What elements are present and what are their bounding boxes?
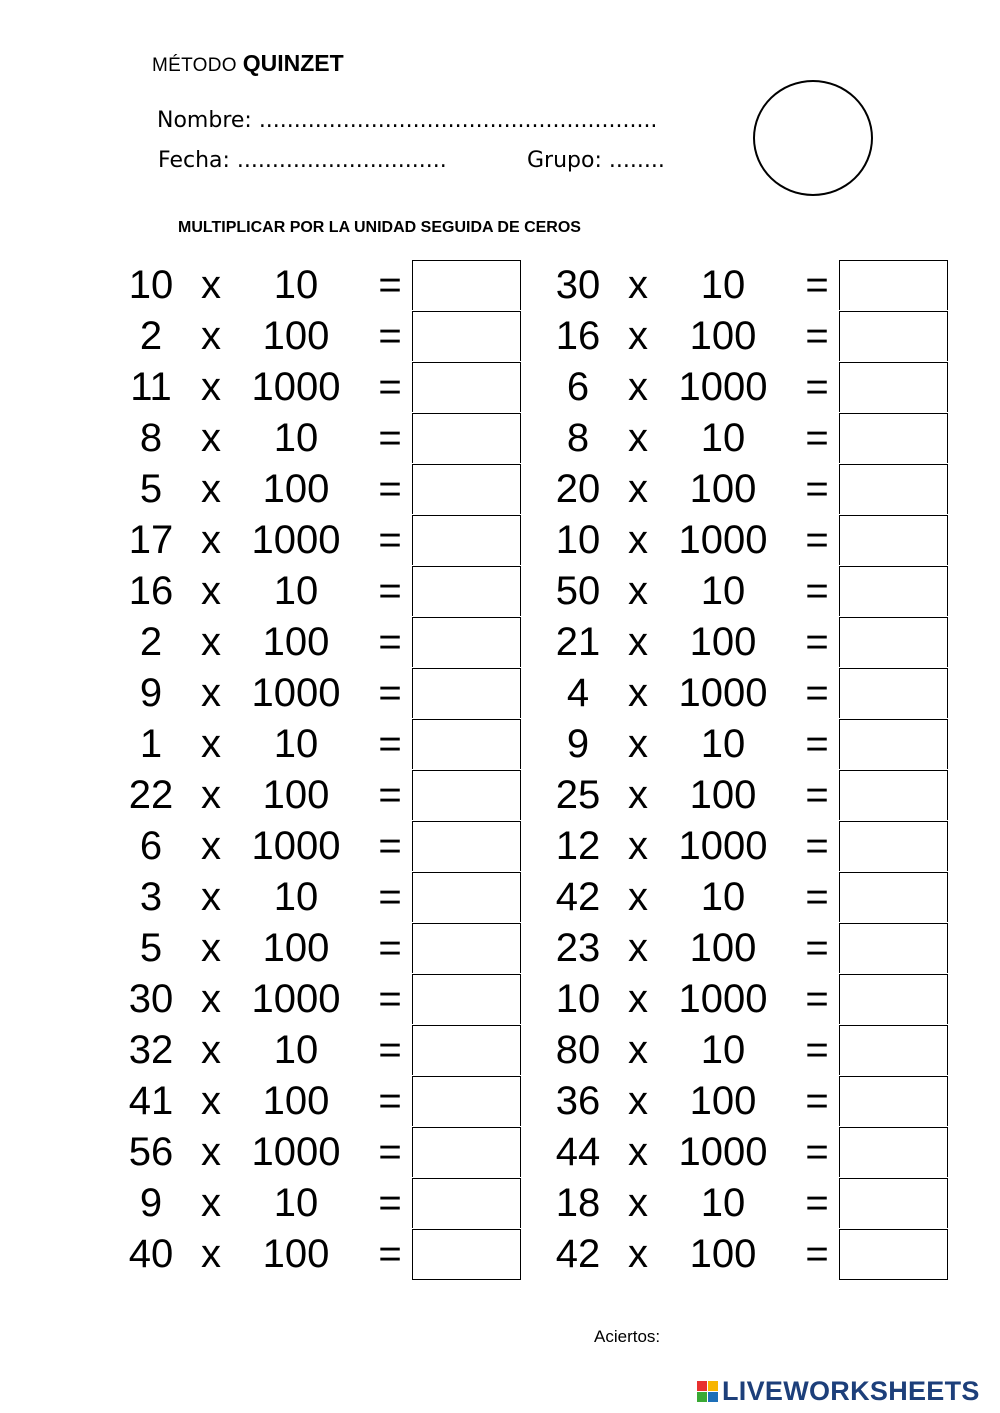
times-sign: x: [201, 518, 221, 562]
exercise-row: [126, 719, 536, 770]
times-sign: x: [628, 773, 648, 817]
times-sign: x: [628, 671, 648, 715]
first-factor: 10: [555, 977, 601, 1021]
logo-icon: [697, 1381, 718, 1402]
answer-box[interactable]: [412, 566, 521, 616]
answer-box[interactable]: [839, 719, 948, 769]
equals-sign: =: [805, 926, 829, 970]
first-factor: 80: [555, 1028, 601, 1072]
equals-sign: =: [805, 1028, 829, 1072]
second-factor: 1000: [251, 365, 341, 409]
exercise-row: [553, 260, 963, 311]
answer-box[interactable]: [412, 923, 521, 973]
exercise-row: [553, 923, 963, 974]
exercise-row: [553, 821, 963, 872]
answer-box[interactable]: [839, 464, 948, 514]
times-sign: x: [628, 416, 648, 460]
answer-box[interactable]: [412, 770, 521, 820]
second-factor: 10: [273, 1181, 319, 1225]
first-factor: 1: [139, 722, 163, 766]
second-factor: 10: [273, 722, 319, 766]
second-factor: 10: [700, 416, 746, 460]
second-factor: 100: [262, 773, 330, 817]
exercise-row: [126, 1127, 536, 1178]
equals-sign: =: [805, 773, 829, 817]
first-factor: 30: [128, 977, 174, 1021]
answer-box[interactable]: [839, 311, 948, 361]
second-factor: 1000: [251, 671, 341, 715]
equals-sign: =: [378, 1232, 402, 1276]
first-factor: 32: [128, 1028, 174, 1072]
equals-sign: =: [805, 263, 829, 307]
left-exercise-column: [126, 260, 536, 1280]
exercise-row: [553, 1178, 963, 1229]
times-sign: x: [201, 467, 221, 511]
second-factor: 10: [700, 875, 746, 919]
answer-box[interactable]: [839, 1127, 948, 1177]
second-factor: 10: [700, 263, 746, 307]
equals-sign: =: [378, 314, 402, 358]
first-factor: 9: [566, 722, 590, 766]
logo-text: LIVEWORKSHEETS: [722, 1376, 980, 1406]
equals-sign: =: [805, 1181, 829, 1225]
exercise-row: [126, 260, 536, 311]
first-factor: 18: [555, 1181, 601, 1225]
answer-box[interactable]: [839, 1178, 948, 1228]
answer-box[interactable]: [839, 617, 948, 667]
first-factor: 3: [139, 875, 163, 919]
second-factor: 10: [273, 416, 319, 460]
worksheet-title: [152, 50, 344, 77]
right-exercise-column: [553, 260, 963, 1280]
answer-box[interactable]: [412, 872, 521, 922]
second-factor: 100: [689, 1232, 757, 1276]
first-factor: 30: [555, 263, 601, 307]
equals-sign: =: [378, 722, 402, 766]
times-sign: x: [628, 824, 648, 868]
exercise-row: [126, 1178, 536, 1229]
exercise-row: [553, 515, 963, 566]
equals-sign: =: [805, 671, 829, 715]
answer-box[interactable]: [412, 1025, 521, 1075]
times-sign: x: [201, 569, 221, 613]
answer-box[interactable]: [839, 974, 948, 1024]
logo-square: [697, 1381, 707, 1391]
second-factor: 100: [689, 1079, 757, 1123]
equals-sign: =: [378, 620, 402, 664]
exercise-row: [553, 464, 963, 515]
exercise-row: [126, 974, 536, 1025]
second-factor: 100: [262, 926, 330, 970]
equals-sign: =: [805, 875, 829, 919]
first-factor: 42: [555, 875, 601, 919]
exercise-row: [126, 515, 536, 566]
first-factor: 9: [139, 671, 163, 715]
first-factor: 10: [555, 518, 601, 562]
times-sign: x: [201, 1181, 221, 1225]
correct-answers-label: Aciertos:: [594, 1327, 661, 1346]
times-sign: x: [628, 1232, 648, 1276]
times-sign: x: [628, 1079, 648, 1123]
equals-sign: =: [378, 1130, 402, 1174]
logo-square: [708, 1392, 718, 1402]
first-factor: 5: [139, 467, 163, 511]
times-sign: x: [628, 1028, 648, 1072]
second-factor: 1000: [251, 1130, 341, 1174]
equals-sign: =: [378, 1079, 402, 1123]
second-factor: 10: [700, 569, 746, 613]
equals-sign: =: [805, 977, 829, 1021]
first-factor: 22: [128, 773, 174, 817]
second-factor: 100: [262, 1079, 330, 1123]
answer-box[interactable]: [412, 1178, 521, 1228]
first-factor: 9: [139, 1181, 163, 1225]
name-field[interactable]: Nombre: .........................................................: [157, 108, 658, 133]
answer-box[interactable]: [412, 1127, 521, 1177]
equals-sign: =: [378, 671, 402, 715]
exercise-row: [553, 1076, 963, 1127]
times-sign: x: [628, 722, 648, 766]
times-sign: x: [628, 620, 648, 664]
equals-sign: =: [378, 365, 402, 409]
second-factor: 1000: [678, 671, 768, 715]
equals-sign: =: [378, 875, 402, 919]
times-sign: x: [201, 671, 221, 715]
times-sign: x: [628, 1181, 648, 1225]
first-factor: 36: [555, 1079, 601, 1123]
times-sign: x: [201, 1232, 221, 1276]
first-factor: 8: [139, 416, 163, 460]
first-factor: 12: [555, 824, 601, 868]
liveworksheets-logo: [697, 1376, 980, 1407]
second-factor: 100: [262, 314, 330, 358]
equals-sign: =: [805, 518, 829, 562]
equals-sign: =: [805, 824, 829, 868]
first-factor: 42: [555, 1232, 601, 1276]
first-factor: 6: [139, 824, 163, 868]
first-factor: 8: [566, 416, 590, 460]
exercise-row: [553, 311, 963, 362]
answer-box[interactable]: [839, 413, 948, 463]
first-factor: 2: [139, 314, 163, 358]
equals-sign: =: [805, 620, 829, 664]
first-factor: 20: [555, 467, 601, 511]
exercise-row: [553, 719, 963, 770]
second-factor: 100: [262, 620, 330, 664]
second-factor: 100: [262, 467, 330, 511]
equals-sign: =: [378, 416, 402, 460]
times-sign: x: [201, 722, 221, 766]
answer-box[interactable]: [839, 1076, 948, 1126]
times-sign: x: [201, 416, 221, 460]
answer-box[interactable]: [839, 362, 948, 412]
exercise-row: [126, 923, 536, 974]
times-sign: x: [628, 263, 648, 307]
second-factor: 1000: [678, 365, 768, 409]
exercise-row: [553, 668, 963, 719]
method-name: QUINZET: [242, 50, 344, 76]
times-sign: x: [201, 773, 221, 817]
second-factor: 1000: [678, 824, 768, 868]
answer-box[interactable]: [412, 515, 521, 565]
exercise-row: [553, 974, 963, 1025]
times-sign: x: [201, 620, 221, 664]
equals-sign: =: [805, 722, 829, 766]
equals-sign: =: [378, 518, 402, 562]
second-factor: 1000: [251, 518, 341, 562]
exercise-row: [126, 872, 536, 923]
first-factor: 41: [128, 1079, 174, 1123]
equals-sign: =: [805, 467, 829, 511]
first-factor: 50: [555, 569, 601, 613]
times-sign: x: [628, 1130, 648, 1174]
answer-box[interactable]: [412, 668, 521, 718]
second-factor: 1000: [251, 824, 341, 868]
second-factor: 100: [689, 467, 757, 511]
exercise-row: [126, 1025, 536, 1076]
first-factor: 56: [128, 1130, 174, 1174]
answer-box[interactable]: [412, 974, 521, 1024]
answer-box[interactable]: [412, 362, 521, 412]
exercise-row: [553, 1229, 963, 1280]
answer-box[interactable]: [839, 1025, 948, 1075]
answer-box[interactable]: [839, 515, 948, 565]
exercise-row: [553, 566, 963, 617]
exercise-row: [553, 362, 963, 413]
first-factor: 17: [128, 518, 174, 562]
exercise-row: [126, 770, 536, 821]
equals-sign: =: [378, 926, 402, 970]
exercise-row: [553, 770, 963, 821]
answer-box[interactable]: [412, 719, 521, 769]
answer-box[interactable]: [839, 1229, 948, 1280]
second-factor: 100: [689, 620, 757, 664]
equals-sign: =: [378, 824, 402, 868]
equals-sign: =: [378, 1028, 402, 1072]
second-factor: 10: [700, 1028, 746, 1072]
date-field[interactable]: Fecha: ..............................: [158, 148, 447, 173]
second-factor: 10: [273, 263, 319, 307]
group-field[interactable]: Grupo: ........: [527, 148, 665, 173]
first-factor: 11: [130, 365, 172, 409]
answer-box[interactable]: [412, 821, 521, 871]
times-sign: x: [628, 365, 648, 409]
answer-box[interactable]: [839, 566, 948, 616]
times-sign: x: [201, 263, 221, 307]
second-factor: 1000: [678, 518, 768, 562]
exercise-row: [126, 1076, 536, 1127]
times-sign: x: [201, 1079, 221, 1123]
exercise-row: [126, 668, 536, 719]
first-factor: 44: [555, 1130, 601, 1174]
exercise-row: [126, 821, 536, 872]
first-factor: 40: [128, 1232, 174, 1276]
equals-sign: =: [805, 1130, 829, 1174]
answer-box[interactable]: [412, 1229, 521, 1280]
answer-box[interactable]: [412, 311, 521, 361]
exercise-row: [126, 617, 536, 668]
answer-box[interactable]: [412, 260, 521, 310]
times-sign: x: [628, 977, 648, 1021]
exercise-row: [553, 1025, 963, 1076]
second-factor: 1000: [678, 1130, 768, 1174]
exercise-row: [553, 413, 963, 464]
answer-box[interactable]: [412, 617, 521, 667]
times-sign: x: [201, 977, 221, 1021]
second-factor: 10: [700, 722, 746, 766]
answer-box[interactable]: [412, 413, 521, 463]
exercise-row: [126, 311, 536, 362]
second-factor: 100: [689, 926, 757, 970]
second-factor: 1000: [678, 977, 768, 1021]
equals-sign: =: [805, 1232, 829, 1276]
first-factor: 16: [555, 314, 601, 358]
times-sign: x: [628, 314, 648, 358]
second-factor: 10: [700, 1181, 746, 1225]
exercise-subtitle: MULTIPLICAR POR LA UNIDAD SEGUIDA DE CEROS: [178, 219, 581, 236]
second-factor: 100: [689, 773, 757, 817]
exercise-row: [553, 872, 963, 923]
first-factor: 6: [566, 365, 590, 409]
second-factor: 100: [689, 314, 757, 358]
times-sign: x: [201, 926, 221, 970]
second-factor: 10: [273, 875, 319, 919]
logo-square: [708, 1381, 718, 1391]
times-sign: x: [201, 1028, 221, 1072]
times-sign: x: [201, 314, 221, 358]
answer-box[interactable]: [839, 821, 948, 871]
equals-sign: =: [378, 569, 402, 613]
equals-sign: =: [378, 977, 402, 1021]
method-label: MÉTODO: [152, 55, 237, 76]
first-factor: 23: [555, 926, 601, 970]
equals-sign: =: [378, 263, 402, 307]
exercise-row: [126, 1229, 536, 1280]
second-factor: 10: [273, 1028, 319, 1072]
second-factor: 1000: [251, 977, 341, 1021]
answer-box[interactable]: [839, 770, 948, 820]
answer-box[interactable]: [839, 668, 948, 718]
equals-sign: =: [805, 416, 829, 460]
answer-box[interactable]: [412, 1076, 521, 1126]
answer-box[interactable]: [839, 872, 948, 922]
exercise-row: [126, 464, 536, 515]
logo-square: [697, 1392, 707, 1402]
first-factor: 25: [555, 773, 601, 817]
exercise-row: [553, 617, 963, 668]
first-factor: 16: [128, 569, 174, 613]
times-sign: x: [628, 875, 648, 919]
times-sign: x: [628, 569, 648, 613]
times-sign: x: [628, 467, 648, 511]
exercise-row: [126, 362, 536, 413]
first-factor: 2: [139, 620, 163, 664]
answer-box[interactable]: [412, 464, 521, 514]
answer-box[interactable]: [839, 923, 948, 973]
times-sign: x: [628, 518, 648, 562]
first-factor: 21: [555, 620, 601, 664]
equals-sign: =: [378, 467, 402, 511]
equals-sign: =: [805, 365, 829, 409]
equals-sign: =: [805, 569, 829, 613]
first-factor: 5: [139, 926, 163, 970]
times-sign: x: [201, 1130, 221, 1174]
times-sign: x: [201, 365, 221, 409]
second-factor: 100: [262, 1232, 330, 1276]
equals-sign: =: [378, 773, 402, 817]
exercise-row: [126, 566, 536, 617]
second-factor: 10: [273, 569, 319, 613]
score-circle: [753, 80, 873, 196]
first-factor: 10: [128, 263, 174, 307]
equals-sign: =: [805, 1079, 829, 1123]
first-factor: 4: [566, 671, 590, 715]
exercise-row: [553, 1127, 963, 1178]
equals-sign: =: [378, 1181, 402, 1225]
answer-box[interactable]: [839, 260, 948, 310]
times-sign: x: [201, 824, 221, 868]
times-sign: x: [201, 875, 221, 919]
exercise-row: [126, 413, 536, 464]
equals-sign: =: [805, 314, 829, 358]
times-sign: x: [628, 926, 648, 970]
